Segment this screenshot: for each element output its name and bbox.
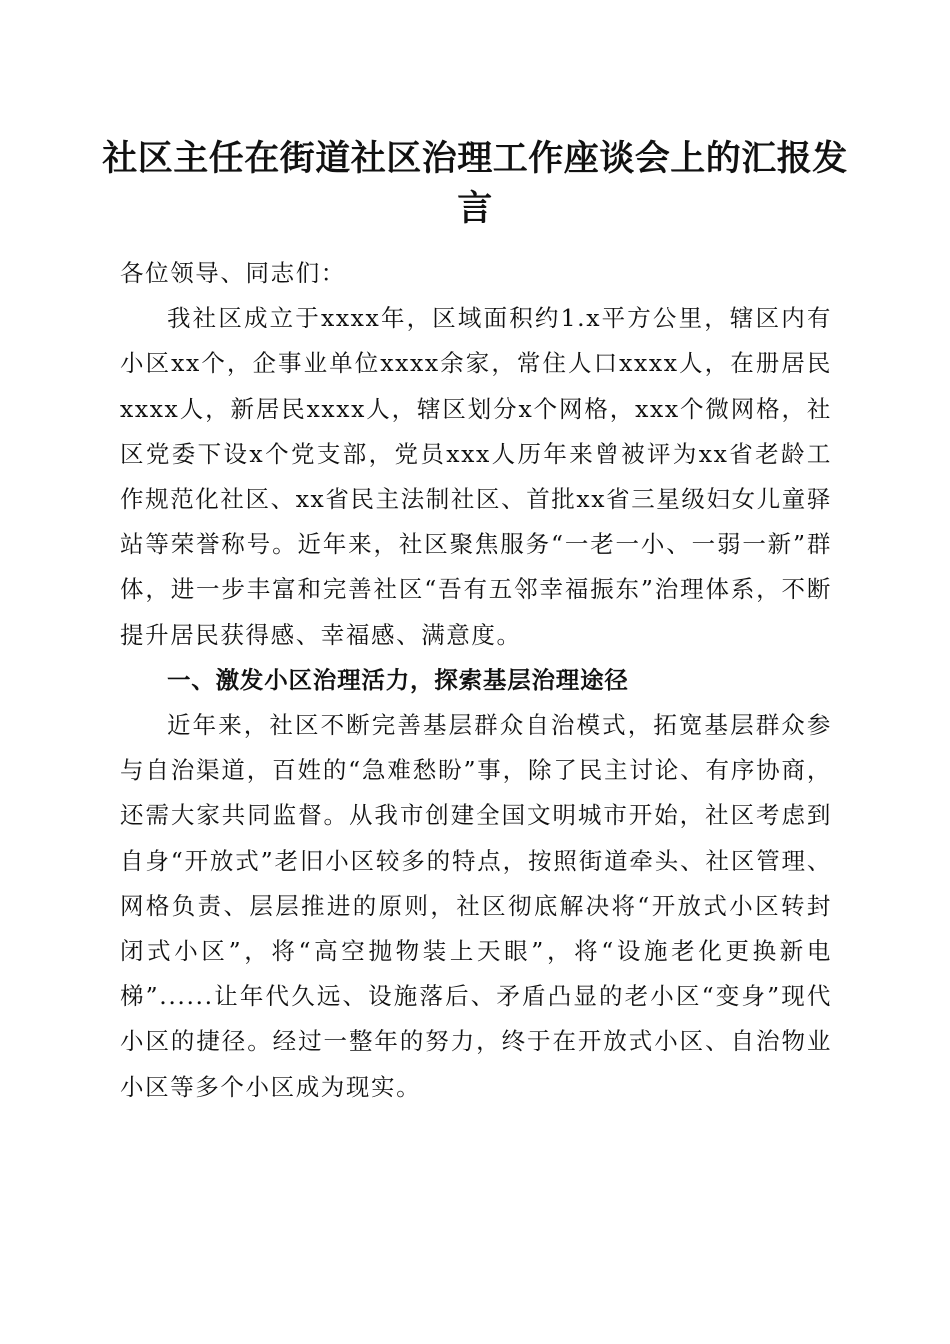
document-title: 社区主任在街道社区治理工作座谈会上的汇报发言	[102, 138, 848, 229]
salutation: 各位领导、同志们：	[120, 259, 346, 287]
intro-paragraph: 我社区成立于xxxx年，区域面积约1.x平方公里，辖区内有小区xx个，企事业单位xxxx余家，常住人口xxxx人，在册居民xxxx人，新居民xxxx人，辖区划分x个网格，xxx个微网格，社区党委下设x个党支部，党员xxx人历年来曾被评为xx省老龄工作规范化社区、xx省民主法制社区、首批xx省三星级妇女儿童驿站等荣誉称号。近年来，社区聚焦服务“一老一小、一弱一新”群体，进一步丰富和完善社区“吾有五邻幸福振东”治理体系，不断提升居民获得感、幸福感、满意度。	[120, 304, 833, 649]
document-body	[120, 251, 832, 1110]
section-heading-1: 一、激发小区治理活力，探索基层治理途径	[167, 665, 629, 694]
section-1-paragraph: 近年来，社区不断完善基层群众自治模式，拓宽基层群众参与自治渠道，百姓的“急难愁盼”事，除了民主讨论、有序协商，还需大家共同监督。从我市创建全国文明城市开始，社区考虑到自身“开放式”老旧小区较多的特点，按照街道牵头、社区管理、网格负责、层层推进的原则，社区彻底解决将“开放式小区转封闭式小区”，将“高空抛物装上天眼”，将“设施老化更换新电梯”......让年代久远、设施落后、矛盾凸显的老小区“变身”现代小区的捷径。经过一整年的努力，终于在开放式小区、自治物业小区等多个小区成为现实。	[120, 711, 832, 1101]
